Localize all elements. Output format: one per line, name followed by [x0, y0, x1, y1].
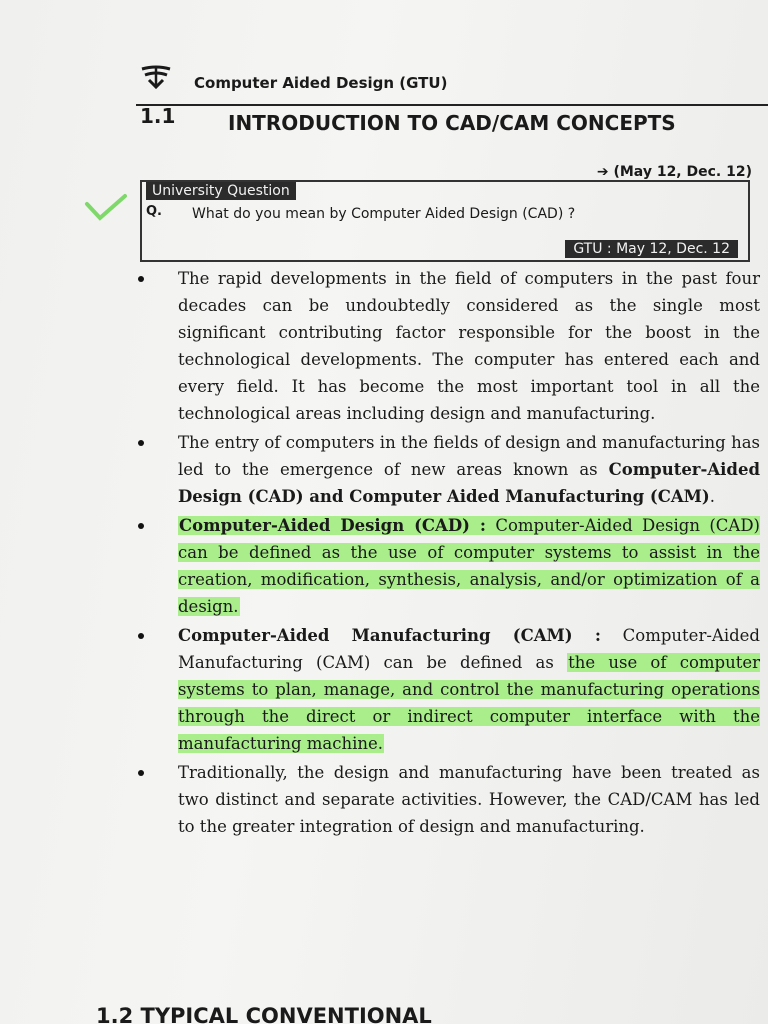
list-item: [110, 265, 760, 427]
highlighted-text: [178, 516, 760, 616]
cad-term: Computer-Aided Design (CAD) :: [179, 516, 486, 535]
bullet-text: The rapid developments in the field of computers in the past four decades can be undoubtedly considered as the single most significant contributing factor responsible for the boost in the technological developments. The computer has entered each and every field. It has become the most important tool in all the technological areas including design and manufacturing.: [178, 269, 760, 423]
exam-reference: ➔ (May 12, Dec. 12): [596, 164, 752, 180]
bullet-icon: [138, 523, 144, 529]
gtu-exam-tag: GTU : May 12, Dec. 12: [565, 240, 738, 258]
cam-definition: Computer-Aided Manufacturing (CAM) can be defined as: [178, 626, 760, 672]
bullet-icon: [138, 770, 144, 776]
bullet-text: Traditionally, the design and manufacturing have been treated as two distinct and separate activities. However, the CAD/CAM has led to the greater integration of design and manufacturing.: [178, 763, 760, 836]
university-question-label: University Question: [146, 182, 296, 200]
list-item: [110, 512, 760, 620]
bullet-text: The entry of computers in the fields of design and manufacturing has led to the emergence of new areas known as: [178, 433, 760, 479]
book-logo-icon: [136, 64, 176, 90]
cam-term: Computer-Aided Manufacturing (CAM) :: [178, 626, 601, 645]
bullet-icon: [138, 633, 144, 639]
bullet-text-end: .: [709, 487, 715, 506]
green-tick-mark: [84, 192, 128, 222]
bullet-bold-text: Computer-Aided Design (CAD) and Computer Aided Manufacturing (CAM): [178, 460, 760, 506]
running-title: Computer Aided Design (GTU): [194, 74, 448, 92]
question-marker: Q.: [146, 204, 162, 219]
list-item: [110, 622, 760, 757]
bullet-icon: [138, 440, 144, 446]
university-question-box: [140, 180, 750, 262]
list-item: [110, 429, 760, 510]
page-header: [136, 64, 768, 106]
next-section-heading: 1.2 TYPICAL CONVENTIONAL: [96, 1004, 432, 1024]
highlighted-text: the use of computer systems to plan, manage, and control the manufacturing operations through the direct or indirect computer interface with the manufacturing machine.: [178, 653, 760, 753]
section-title: INTRODUCTION TO CAD/CAM CONCEPTS: [228, 111, 676, 135]
bullet-list: [110, 265, 760, 840]
bullet-icon: [138, 276, 144, 282]
cad-definition: Computer-Aided Design (CAD) can be defined as the use of computer systems to assist in the creation, modification, synthesis, analysis, and/or optimization of a design.: [178, 516, 760, 616]
section-number: 1.1: [140, 104, 176, 128]
question-text: What do you mean by Computer Aided Design (CAD) ?: [192, 206, 576, 222]
list-item: [110, 759, 760, 840]
